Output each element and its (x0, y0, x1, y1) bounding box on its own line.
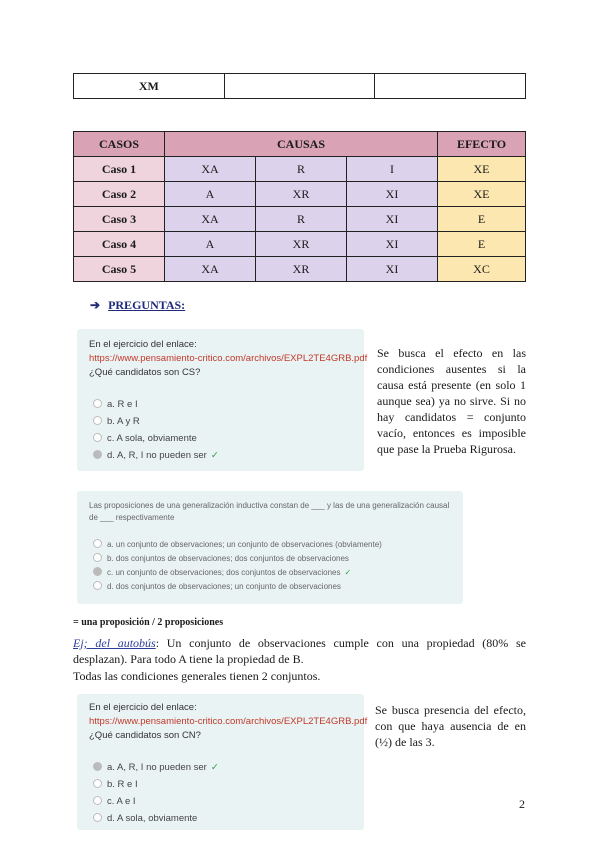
radio-icon (93, 399, 102, 408)
causa-cell: XI (347, 182, 438, 207)
checkmark-icon: ✓ (344, 568, 352, 577)
xm-cell: XM (74, 74, 225, 99)
radio-icon (93, 813, 102, 822)
efecto-cell: E (438, 207, 526, 232)
causa-cell: A (165, 182, 256, 207)
table-row (74, 157, 526, 182)
quiz-link[interactable]: https://www.pensamiento-critico.com/archivos/EXPL2TE4GRB.pdf (89, 716, 368, 727)
quiz-option[interactable]: c. A sola, obviamente (93, 433, 197, 444)
causa-cell: XR (256, 257, 347, 282)
radio-icon (93, 539, 102, 548)
quiz-option-selected[interactable]: c. un conjunto de observaciones; dos conjuntos de observaciones ✓ (93, 567, 351, 577)
radio-icon (93, 796, 102, 805)
radio-selected-icon (93, 567, 102, 576)
xm-empty-cell (375, 74, 526, 99)
side-note-cs: Se busca el efecto en las condiciones ausentes si la causa está presente (en solo 1 aunque sea) ya no sirve. Si no hay candidatos = conjunto vacío, entonces es imposible que pase la Prueba Rigurosa. (377, 346, 526, 456)
example-label: Ej; del autobús (73, 636, 156, 650)
quiz-option[interactable]: b. R e I (93, 779, 138, 790)
causa-cell: I (347, 157, 438, 182)
checkmark-icon: ✓ (210, 762, 219, 773)
causa-cell: XA (165, 157, 256, 182)
causa-cell: XA (165, 207, 256, 232)
quiz-option[interactable]: b. dos conjuntos de observaciones; dos conjuntos de observaciones (93, 553, 349, 563)
xm-empty-cell (224, 74, 375, 99)
causa-cell: A (165, 232, 256, 257)
checkmark-icon: ✓ (210, 450, 219, 461)
page-number: 2 (519, 797, 525, 811)
causa-cell: XR (256, 232, 347, 257)
header-efecto: EFECTO (438, 132, 526, 157)
case-label: Caso 2 (74, 182, 165, 207)
causa-cell: XI (347, 207, 438, 232)
table-row (74, 257, 526, 282)
table-row (74, 182, 526, 207)
preguntas-heading (90, 298, 185, 313)
radio-icon (93, 433, 102, 442)
quiz-option[interactable]: a. un conjunto de observaciones; un conjunto de observaciones (obviamente) (93, 539, 382, 549)
quiz-question: ¿Qué candidatos son CS? (89, 367, 201, 378)
cases-table (73, 131, 526, 282)
radio-icon (93, 553, 102, 562)
causa-cell: XI (347, 232, 438, 257)
general-conditions-note: Todas las condiciones generales tienen 2 conjuntos. (73, 669, 321, 683)
quiz-option[interactable]: a. R e I (93, 399, 138, 410)
quiz-propositions-screenshot (77, 491, 463, 604)
quiz-question: ¿Qué candidatos son CN? (89, 730, 201, 741)
causa-cell: XI (347, 257, 438, 282)
quiz-cs-screenshot (77, 329, 368, 471)
quiz-intro: En el ejercicio del enlace: (89, 702, 197, 713)
radio-selected-icon (93, 762, 102, 771)
propositions-note: = una proposición / 2 proposiciones (73, 617, 224, 628)
quiz-option-selected[interactable]: a. A, R, I no pueden ser ✓ (93, 762, 219, 773)
quiz-intro: En el ejercicio del enlace: (89, 339, 197, 350)
table-row (74, 207, 526, 232)
radio-icon (93, 581, 102, 590)
radio-selected-icon (93, 450, 102, 459)
side-note-cn: Se busca presencia del efecto, con que haya ausencia de en (½) de las 3. (375, 703, 526, 749)
radio-icon (93, 779, 102, 788)
quiz-option-selected[interactable]: d. A, R, I no pueden ser ✓ (93, 450, 219, 461)
quiz-option[interactable]: b. A y R (93, 416, 140, 427)
table-row (74, 232, 526, 257)
efecto-cell: XC (438, 257, 526, 282)
case-label: Caso 1 (74, 157, 165, 182)
preguntas-label: PREGUNTAS: (108, 298, 186, 312)
quiz-cn-screenshot (77, 694, 368, 830)
header-causas: CAUSAS (165, 132, 438, 157)
quiz-question-line: de ___ respectivamente (89, 513, 175, 522)
bus-example (73, 635, 526, 667)
quiz-option[interactable]: d. dos conjuntos de observaciones; un conjunto de observaciones (93, 581, 341, 591)
header-casos: CASOS (74, 132, 165, 157)
xm-table (73, 73, 526, 99)
efecto-cell: XE (438, 157, 526, 182)
case-label: Caso 3 (74, 207, 165, 232)
causa-cell: R (256, 157, 347, 182)
case-label: Caso 4 (74, 232, 165, 257)
quiz-link[interactable]: https://www.pensamiento-critico.com/archivos/EXPL2TE4GRB.pdf (89, 353, 368, 364)
causa-cell: XR (256, 182, 347, 207)
efecto-cell: E (438, 232, 526, 257)
causa-cell: XA (165, 257, 256, 282)
causa-cell: R (256, 207, 347, 232)
example-text: : Un conjunto de observaciones cumple con una propiedad (80% se desplazan). Para todo A tiene la propiedad de B. (73, 636, 526, 666)
quiz-question-line: Las proposiciones de una generalización inductiva constan de ___ y las de una generalización causal (89, 501, 450, 510)
case-label: Caso 5 (74, 257, 165, 282)
quiz-option[interactable]: d. A sola, obviamente (93, 813, 197, 824)
radio-icon (93, 416, 102, 425)
arrow-right-icon: ➔ (90, 298, 101, 312)
efecto-cell: XE (438, 182, 526, 207)
quiz-option[interactable]: c. A e I (93, 796, 136, 807)
